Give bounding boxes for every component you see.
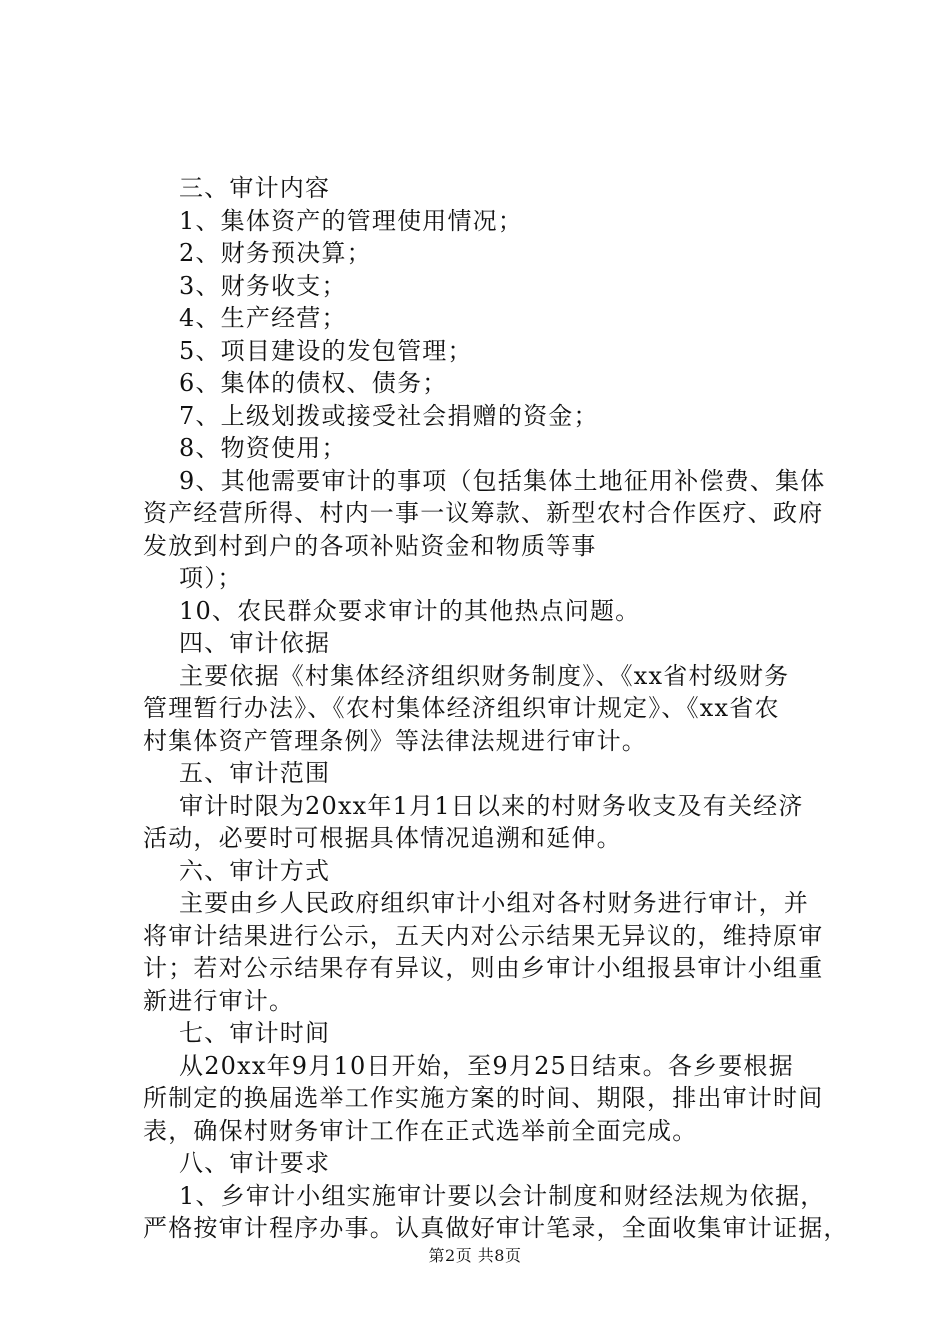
- text-line: 5、项目建设的发包管理；: [179, 336, 473, 365]
- text-line: 计；若对公示结果存有异议，则由乡审计小组报县审计小组重: [143, 954, 824, 982]
- text-line: 新进行审计。: [143, 986, 295, 1015]
- text-line: 村集体资产管理条例》等法律法规进行审计。: [143, 726, 647, 755]
- text-line: 9、其他需要审计的事项（包括集体土地征用补偿费、集体: [179, 466, 826, 495]
- text-line: 将审计结果进行公示，五天内对公示结果无异议的，维持原审: [143, 921, 824, 950]
- text-line: 资产经营所得、村内一事一议筹款、新型农村合作医疗、政府: [143, 499, 824, 527]
- text-line: 6、集体的债权、债务；: [179, 369, 448, 397]
- text-line: 活动，必要时可根据具体情况追溯和延伸。: [143, 824, 622, 852]
- text-line: 主要由乡人民政府组织审计小组对各村财务进行审计，并: [179, 889, 809, 917]
- text-line: 1、乡审计小组实施审计要以会计制度和财经法规为依据，: [179, 1181, 826, 1210]
- text-line: 审计时限为20xx年1月1日以来的村财务收支及有关经济: [179, 791, 804, 820]
- text-line: 主要依据《村集体经济组织财务制度》、《xx省村级财务: [179, 661, 790, 690]
- text-line: 7、上级划拨或接受社会捐赠的资金；: [179, 401, 599, 430]
- text-line: 项）；: [179, 564, 243, 592]
- text-line: 1、集体资产的管理使用情况；: [179, 206, 524, 235]
- document-body: [143, 172, 849, 1245]
- text-line: 从20xx年9月10日开始，至9月25日结束。各乡要根据: [179, 1051, 794, 1080]
- text-line: 表，确保村财务审计工作在正式选举前全面完成。: [143, 1116, 698, 1145]
- text-line: 8、物资使用；: [179, 434, 347, 462]
- text-line: 八、审计要求: [179, 1149, 331, 1177]
- text-line: 管理暂行办法》、《农村集体经济组织审计规定》、《xx省农: [143, 694, 780, 722]
- text-line: 发放到村到户的各项补贴资金和物质等事: [143, 531, 597, 560]
- page-footer: 第2页 共8页: [428, 1246, 522, 1265]
- text-line: 严格按审计程序办事。认真做好审计笔录，全面收集审计证据，: [143, 1214, 849, 1242]
- text-line: 2、财务预决算；: [179, 239, 372, 267]
- text-line: 3、财务收支；: [179, 271, 347, 300]
- text-line: 三、审计内容: [179, 174, 331, 202]
- text-line: 七、审计时间: [179, 1019, 331, 1047]
- text-line: 五、审计范围: [179, 759, 331, 787]
- text-line: 四、审计依据: [179, 629, 331, 657]
- text-line: 六、审计方式: [179, 856, 331, 885]
- text-line: 10、农民群众要求审计的其他热点问题。: [179, 596, 641, 625]
- text-line: 所制定的换届选举工作实施方案的时间、期限，排出审计时间: [143, 1084, 824, 1112]
- text-line: 4、生产经营；: [179, 304, 347, 332]
